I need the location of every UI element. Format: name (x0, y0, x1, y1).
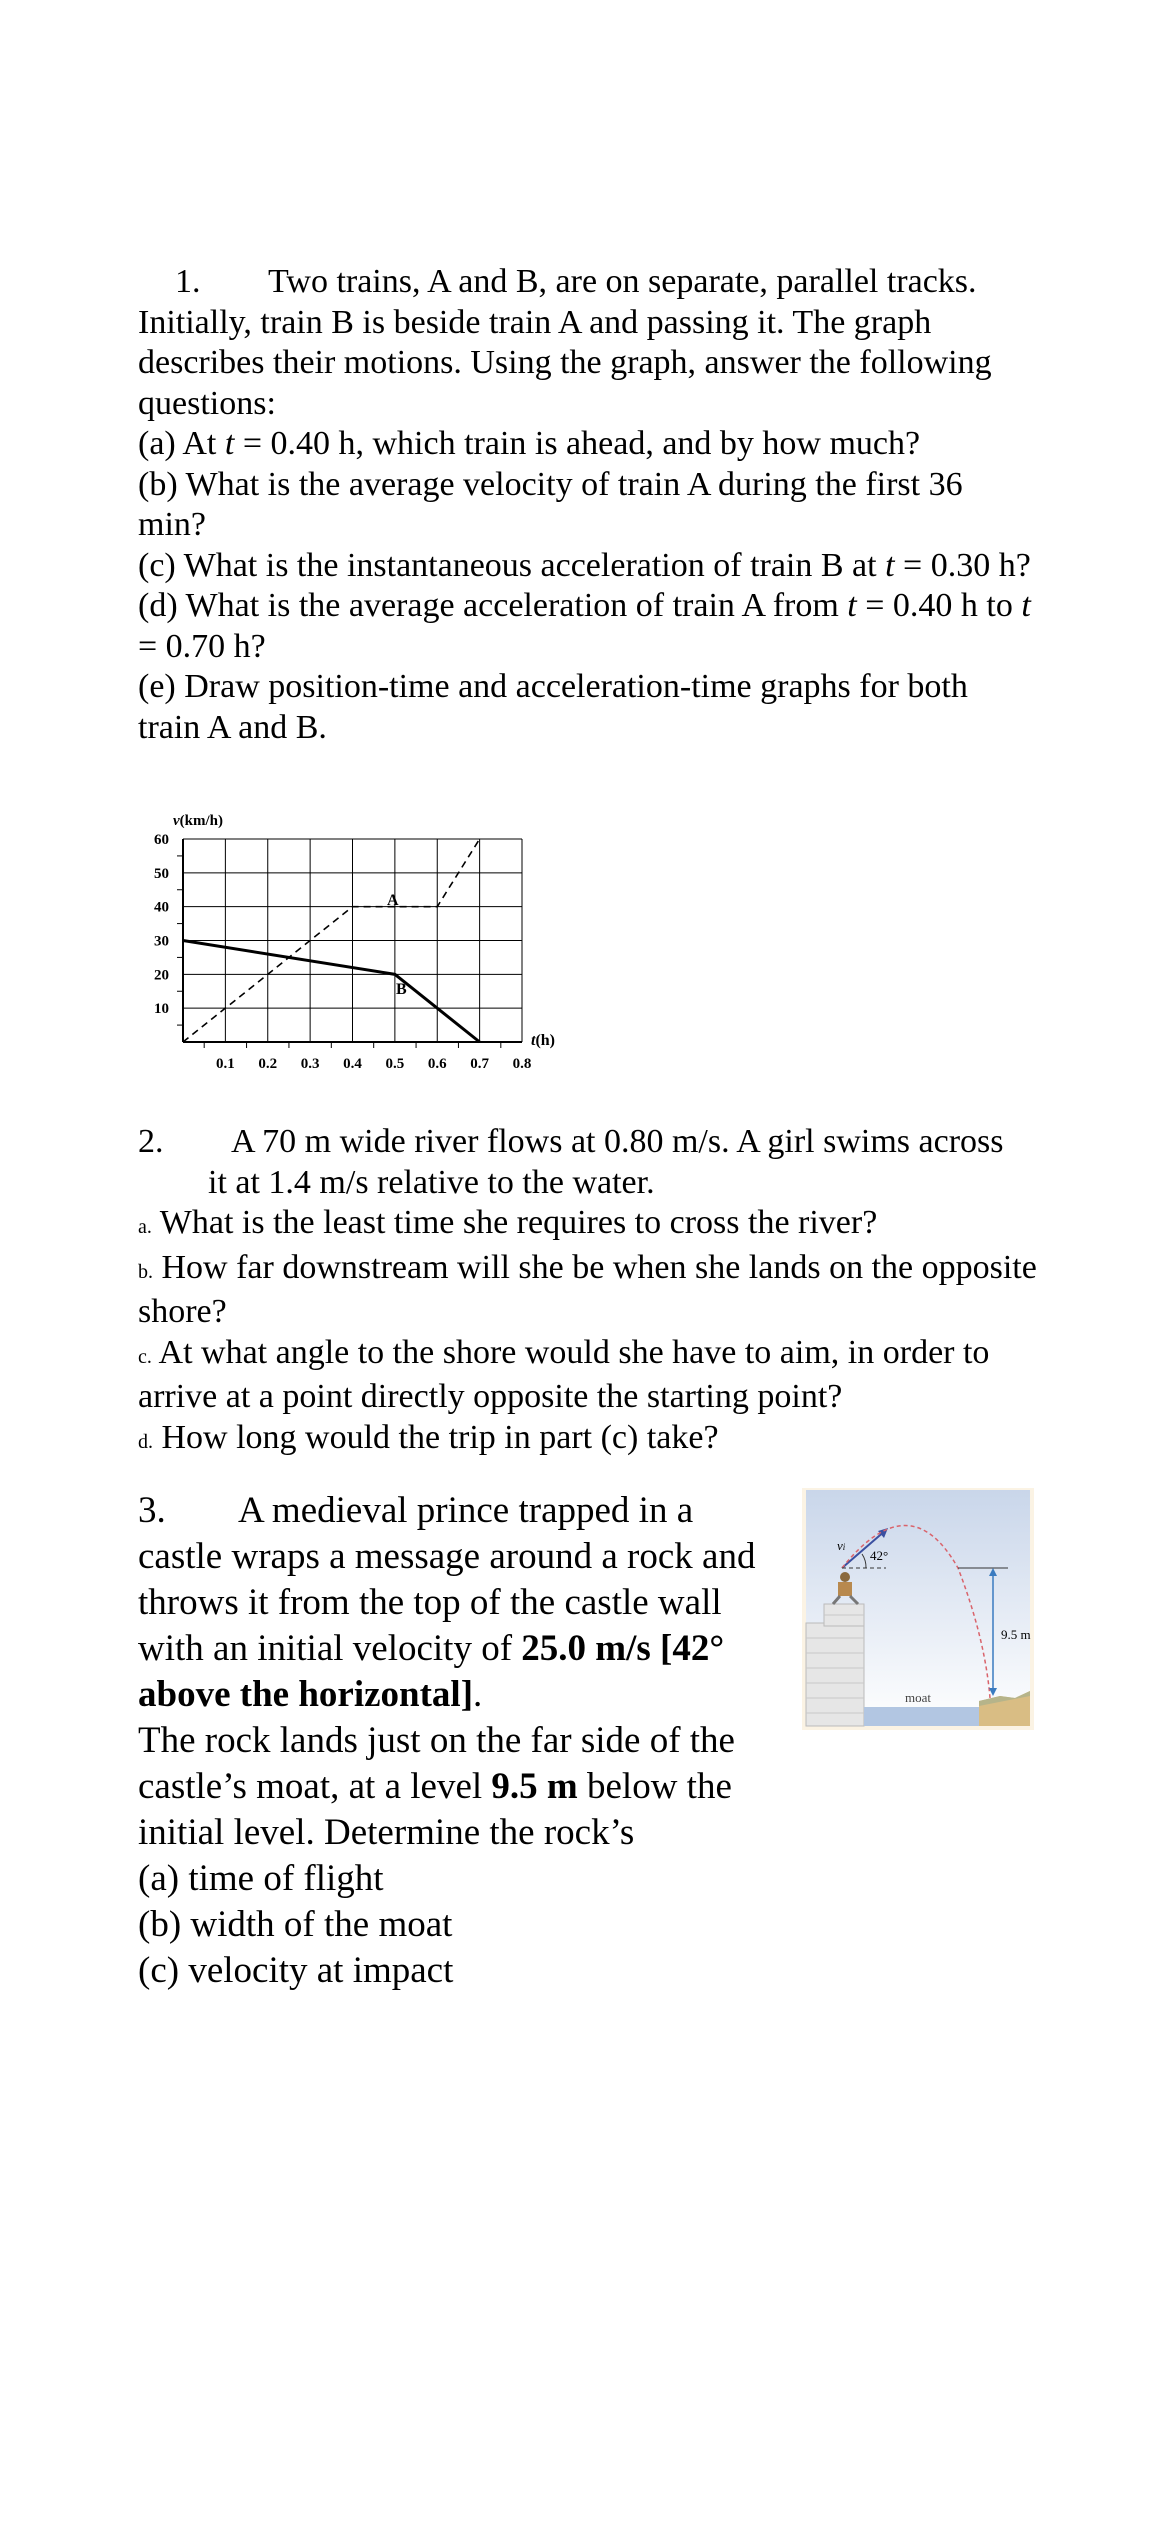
part-d: (d) What is the average acceleration of train A from t = 0.40 h to t = 0.70 h? (138, 587, 1031, 665)
part-b: (b) What is the average velocity of train A during the first 36 min? (138, 465, 963, 543)
question-1 (138, 262, 1038, 748)
vi-label: vi (837, 1538, 846, 1553)
question-text: Two trains, A and B, are on separate, parallel tracks. Initially, train B is beside train A and passing it. The graph describes their motions. Using the graph, answer the following questions: (138, 263, 992, 422)
part-c: (c) velocity at impact (138, 1950, 454, 1991)
question-text-cont: it at 1.4 m/s relative to the water. (208, 1163, 655, 1201)
moat-water (864, 1707, 979, 1726)
y-tick-label: 40 (154, 899, 169, 916)
chart-ticks (154, 832, 531, 1072)
x-tick-label: 0.2 (258, 1056, 278, 1072)
part-a: (a) time of flight (138, 1858, 384, 1899)
chart-grid (177, 839, 522, 1048)
part-b: (b) width of the moat (138, 1904, 453, 1945)
x-tick-label: 0.5 (385, 1056, 405, 1072)
part-e: (e) Draw position-time and acceleration-time graphs for both train A and B. (138, 668, 968, 746)
part-d: d. How long would the trip in part (c) take? (138, 1418, 719, 1456)
x-tick-label: 0.6 (427, 1056, 447, 1072)
part-c: (c) What is the instantaneous acceleration of train B at t = 0.30 h? (138, 546, 1031, 584)
y-axis-label: v(km/h) (173, 813, 224, 829)
question-2 (138, 1122, 1038, 1462)
question-1-intro (138, 262, 1038, 424)
x-tick-label: 0.1 (216, 1056, 235, 1072)
y-tick-label: 10 (154, 1001, 169, 1018)
question-text: 3. A medieval prince trapped in a castle wraps a message around a rock and throws it from the top of the castle wall with an initial velocity of 25.0 m/s [42° above the horizontal]. (138, 1490, 756, 1715)
part-a: (a) At t = 0.40 h, which train is ahead, and by how much? (138, 425, 921, 462)
question-3 (138, 1488, 778, 1994)
y-tick-label: 50 (154, 865, 169, 882)
part-c: c. At what angle to the shore would she have to aim, in order to arrive at a point directly opposite the starting point? (138, 1333, 990, 1415)
series-label-b: B (396, 981, 407, 998)
x-tick-label: 0.3 (300, 1056, 320, 1072)
y-tick-label: 30 (154, 933, 169, 950)
castle-projectile-figure (800, 1488, 1040, 1738)
series-label-a: A (387, 892, 399, 909)
series-line-b (183, 941, 480, 1043)
question-text: A 70 m wide river flows at 0.80 m/s. A girl swims across (231, 1123, 1004, 1160)
x-axis-label: t(h) (531, 1032, 556, 1049)
x-tick-label: 0.8 (512, 1056, 532, 1072)
question-number: 3. (138, 1490, 166, 1531)
velocity-time-chart (138, 805, 578, 1090)
question-number: 2. (138, 1123, 164, 1160)
part-a: a. What is the least time she requires to cross the river? (138, 1204, 878, 1241)
y-tick-label: 20 (154, 967, 169, 984)
x-tick-label: 0.4 (343, 1056, 362, 1072)
question-number: 1. (175, 263, 201, 300)
moat-label: moat (905, 1690, 931, 1705)
part-b: b. How far downstream will she be when she lands on the opposite shore? (138, 1248, 1037, 1330)
question-text-2: The rock lands just on the far side of the castle’s moat, at a level 9.5 m below the initial level. Determine the rock’s (138, 1720, 735, 1853)
height-label: 9.5 m (1001, 1627, 1031, 1642)
angle-label: 42° (870, 1548, 889, 1563)
x-tick-label: 0.7 (470, 1056, 489, 1072)
y-tick-label: 60 (154, 832, 169, 848)
